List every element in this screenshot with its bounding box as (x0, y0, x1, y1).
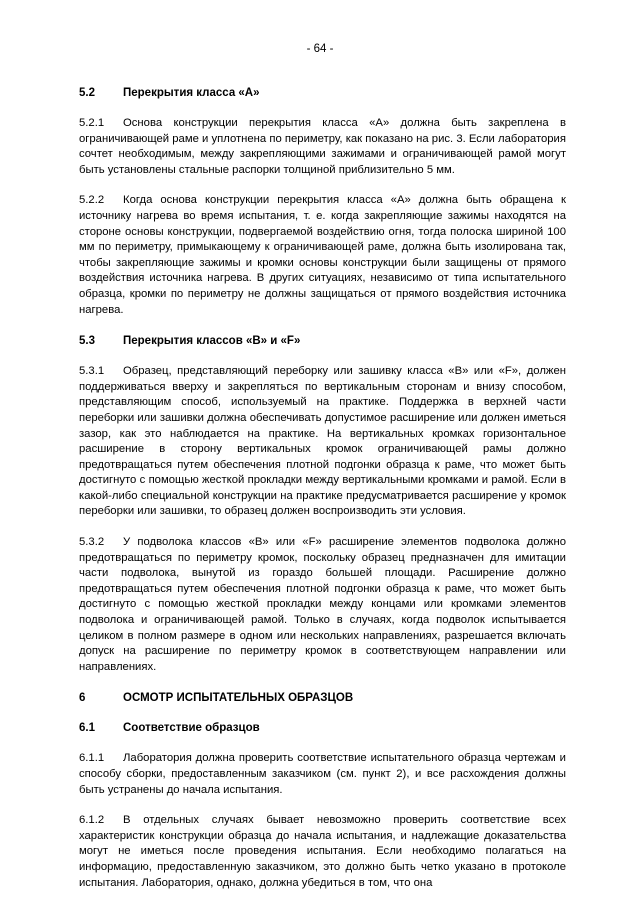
section-heading-5-2 (79, 86, 566, 100)
paragraph-text: У подволока классов «B» или «F» расширение элементов подволока должно предотвращаться по периметру кромок, поскольку образец предназначен для имитации части подволока, вынутой из гораздо большей площади. Расширение должно предотвращаться путем обеспечения плотной подгонки образца к раме, что может быть достигнуто с помощью жесткой прокладки между концами или кромками элементов подволока и ограничивающей рамой. Только в случаях, когда подволок испытывается целиком в полном размере в одном или нескольких направлениях, разрешается включать допуск на расширение по периметру кромок в соответствующем направлении или направлениях. (79, 536, 566, 673)
section-heading-6 (79, 691, 566, 705)
section-number: 5.3 (79, 335, 95, 348)
paragraph-text: В отдельных случаях бывает невозможно проверить соответствие всех характеристик конструкции образца до начала испытания, и надлежащие доказательства могут не иметься после проведения испытания. Если необходимо полагаться на информацию, предоставленную заказчиком, это должно быть четко указано в протоколе испытания. Лаборатория, однако, должна убедиться в том, что она (79, 814, 566, 889)
paragraph-number: 5.3.1 (79, 365, 105, 378)
paragraph-6-1-2 (79, 813, 566, 891)
paragraph-text: Основа конструкции перекрытия класса «A» должна быть закреплена в ограничивающей раме и уплотнена по периметру, как показано на рис. 3. Если лаборатория сочтет необходимым, между закрепляющими зажимами и ограничивающей рамой могут быть установлены стальные распорки толщиной приблизительно 5 мм. (79, 117, 566, 176)
section-number: 5.2 (79, 87, 95, 99)
section-title: Перекрытия класса «A» (123, 87, 260, 99)
section-heading-5-3 (79, 334, 566, 348)
paragraph-5-3-2 (79, 535, 566, 675)
section-title: Соответствие образцов (123, 722, 260, 735)
section-title: Перекрытия классов «B» и «F» (123, 335, 301, 348)
paragraph-number: 5.2.1 (79, 117, 105, 129)
paragraph-number: 6.1.1 (79, 752, 105, 765)
paragraph-6-1-1 (79, 751, 566, 798)
paragraph-text: Когда основа конструкции перекрытия класса «A» должна быть обращена к источнику нагрева во время испытания, т. е. когда закрепляющие зажимы находятся на стороне основы конструкции, подвергаемой воздействию огня, тогда полоска шириной 100 мм по периметру, примыкающему к ограничивающей раме, должна быть изолирована так, чтобы закрепляющие зажимы и кромки основы конструкции были защищены от прямого воздействия источника нагрева. В других ситуациях, независимо от типа испытательного образца, кромки по периметру не должны защищаться от прямого воздействия источника нагрева. (79, 194, 566, 316)
document-body (79, 86, 566, 891)
paragraph-5-3-1 (79, 364, 566, 520)
section-heading-6-1 (79, 721, 566, 735)
section-title: ОСМОТР ИСПЫТАТЕЛЬНЫХ ОБРАЗЦОВ (123, 692, 354, 705)
paragraph-5-2-2 (79, 193, 566, 318)
paragraph-number: 5.2.2 (79, 194, 105, 207)
page-number: - 64 - (306, 43, 334, 55)
section-number: 6 (79, 692, 86, 705)
paragraph-number: 6.1.2 (79, 814, 105, 827)
section-number: 6.1 (79, 722, 95, 735)
paragraph-number: 5.3.2 (79, 536, 105, 549)
paragraph-text: Лаборатория должна проверить соответствие испытательного образца чертежам и способу сборки, предоставленным заказчиком (см. пункт 2), и все расхождения должны быть устранены до начала испытания. (79, 752, 566, 796)
paragraph-5-2-1 (79, 116, 566, 178)
paragraph-text: Образец, представляющий переборку или зашивку класса «B» или «F», должен поддерживаться вверху и закрепляться по вертикальным сторонам и внизу способом, представляющим способ, используемый на практике. Поддержка в верхней части переборки или зашивки должна обеспечивать допустимое расширение или должен иметься зазор, как это наблюдается на практике. На вертикальных кромках горизонтальное расширение в сторону вертикальных кромок ограничивающей рамы должно предотвращаться путем обеспечения плотной подгонки образца к раме, что может быть достигнуто с помощью жесткой прокладки между вертикальными кромками и рамой. Если в какой-либо специальной конструкции на практике предусматривается расширение у кромок переборки или зашивки, то образец должен воспроизводить эти условия. (79, 365, 566, 518)
